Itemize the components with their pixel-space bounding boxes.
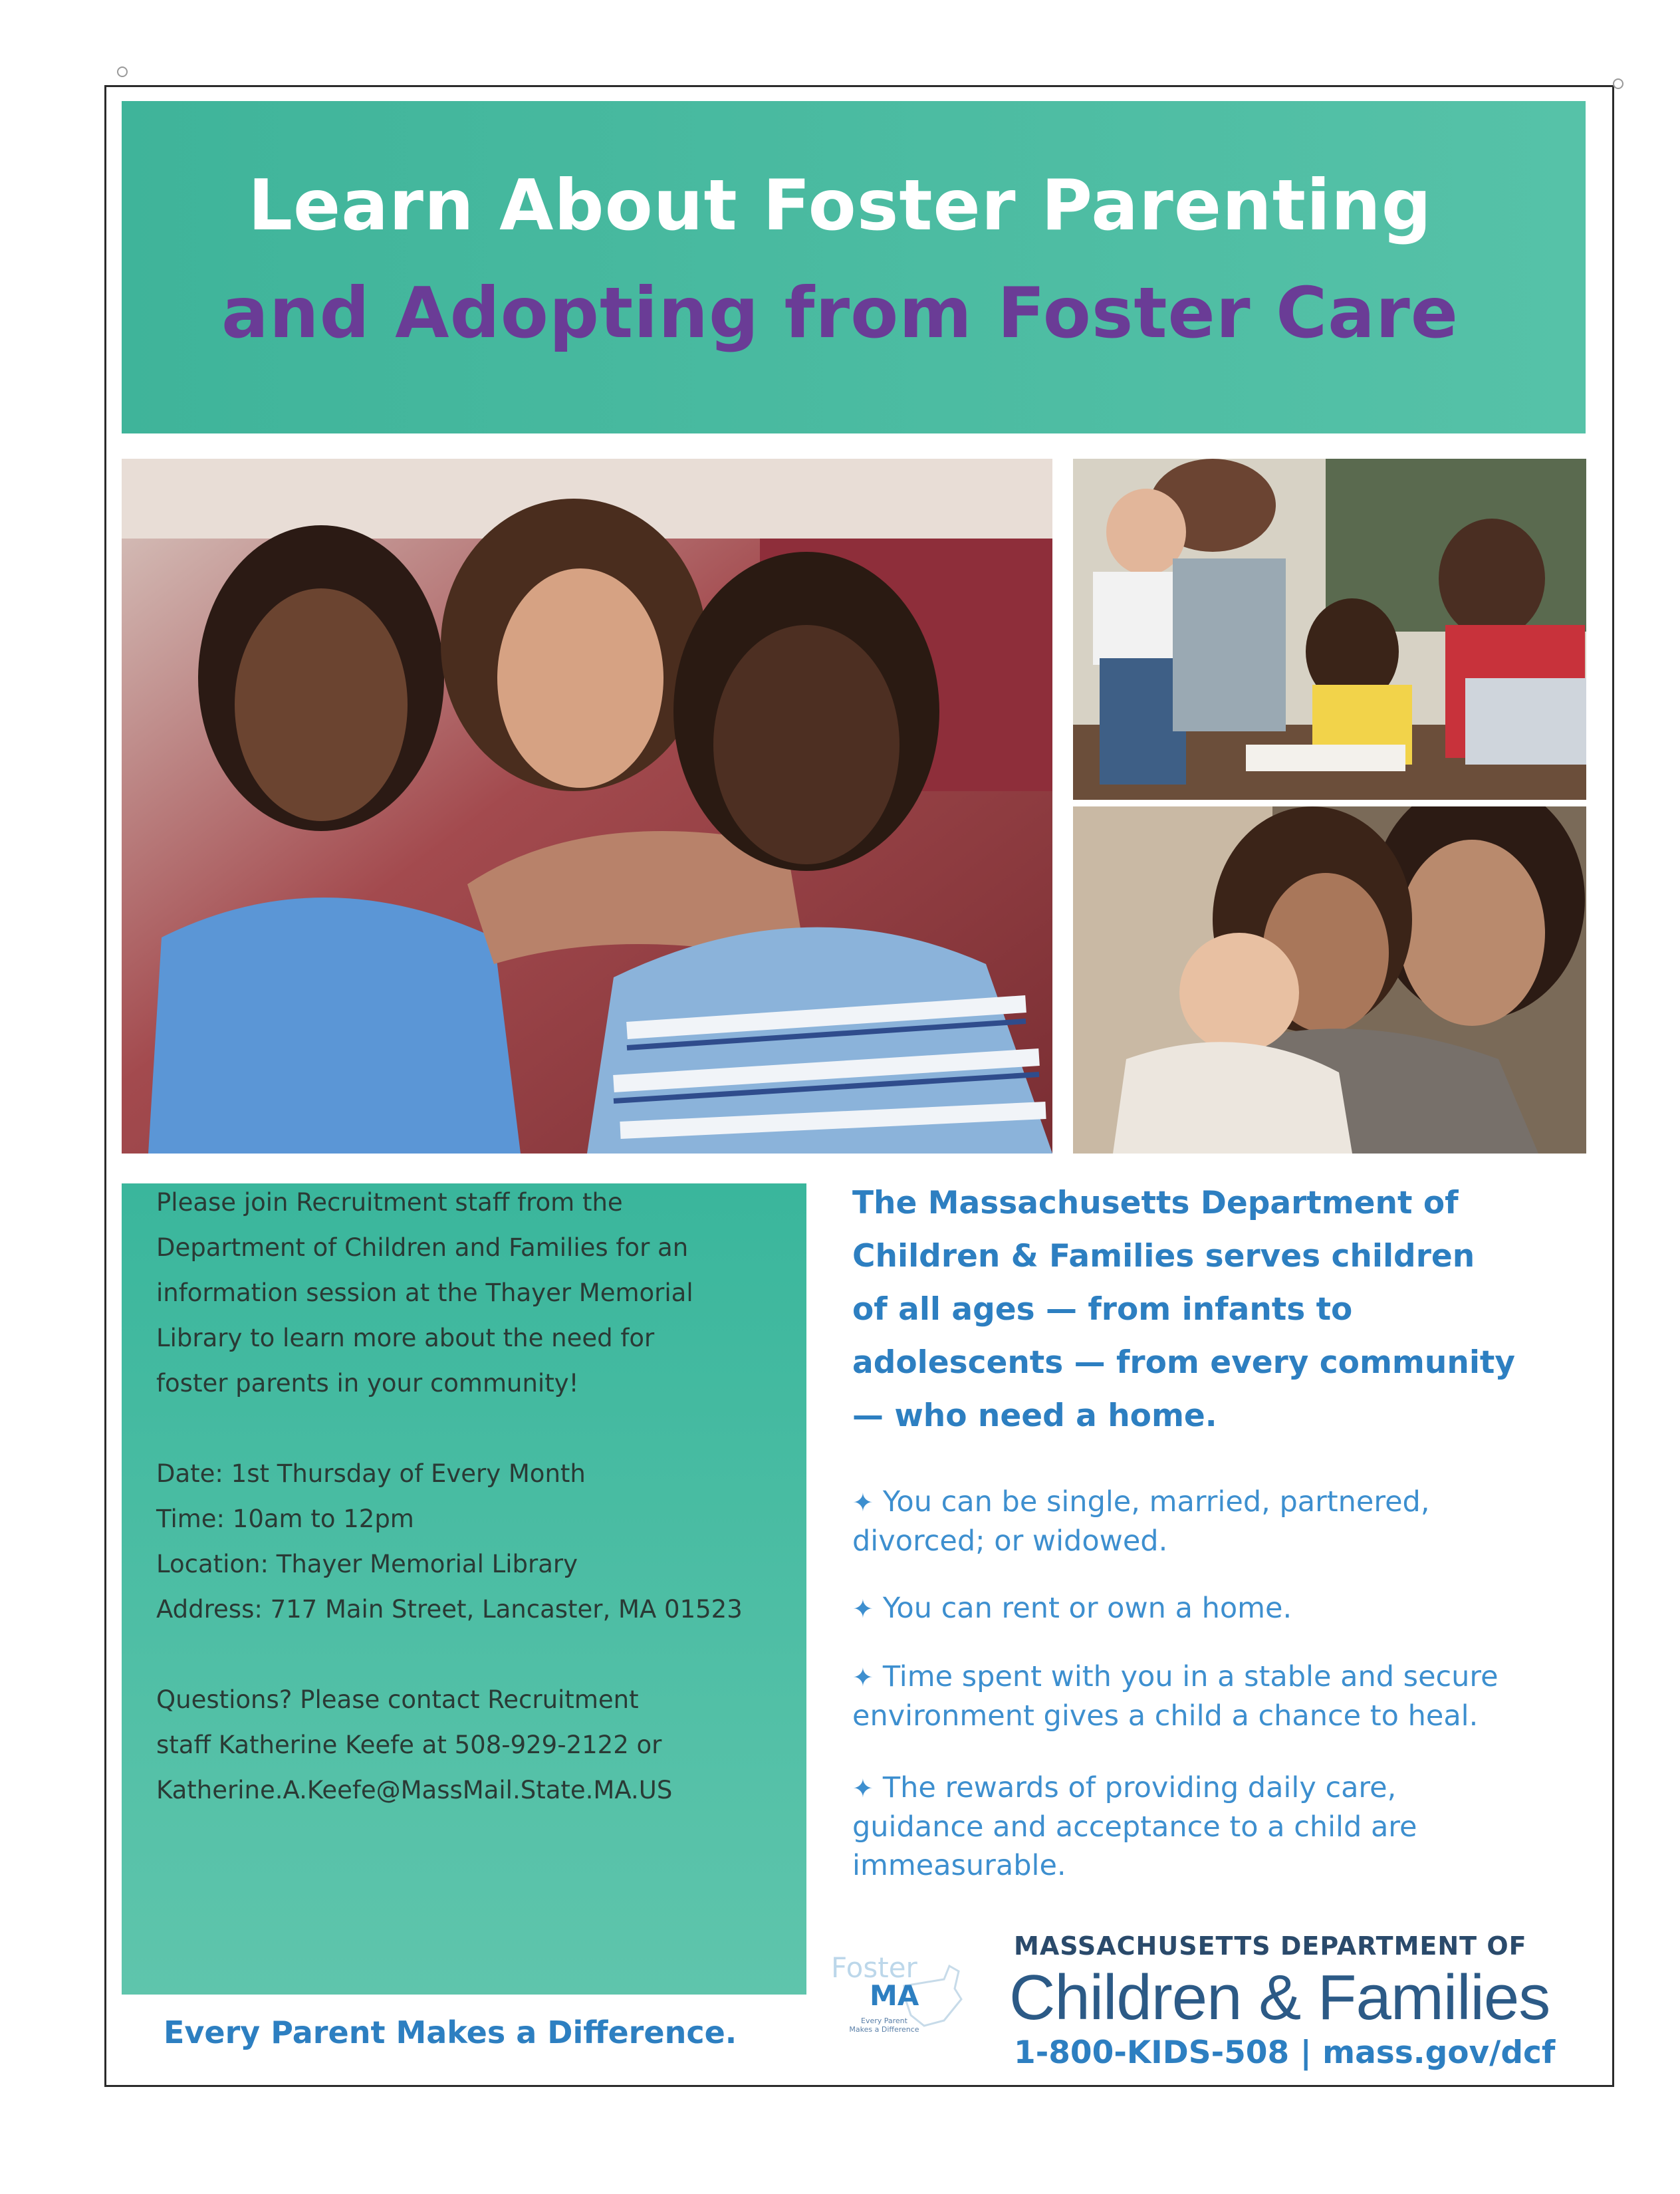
star-bullet-icon: ✦ <box>852 1488 874 1517</box>
bullet-text: environment gives a child a chance to heal. <box>852 1699 1479 1733</box>
intro-line: Library to learn more about the need for <box>156 1324 655 1352</box>
foster-ma-ma: MA <box>870 1979 919 2012</box>
lead-line: adolescents — from every community <box>852 1344 1516 1381</box>
scan-mark <box>1613 78 1623 89</box>
photo-three-smiling-women <box>122 459 1052 1154</box>
foster-ma-foster: Foster <box>831 1951 917 1984</box>
foster-ma-tagline: Every Parent Makes a Difference <box>849 2016 919 2034</box>
event-address: Address: 717 Main Street, Lancaster, MA 01523 <box>156 1595 743 1624</box>
photo-parents-with-baby <box>1073 806 1586 1154</box>
header-banner <box>122 101 1586 433</box>
scan-mark <box>117 66 128 77</box>
dcf-department-label: MASSACHUSETTS DEPARTMENT OF <box>1014 1931 1527 1961</box>
bullet-item <box>852 1657 1604 1735</box>
dcf-contact[interactable]: 1-800-KIDS-508 | mass.gov/dcf <box>1014 2034 1556 2071</box>
star-bullet-icon: ✦ <box>852 1663 874 1692</box>
lead-line: of all ages — from infants to <box>852 1291 1353 1328</box>
contact-line: staff Katherine Keefe at 508-929-2122 or <box>156 1731 662 1759</box>
photo-family-homework <box>1073 459 1586 800</box>
lead-line: The Massachusetts Department of <box>852 1185 1459 1221</box>
event-time: Time: 10am to 12pm <box>156 1505 414 1533</box>
bullet-text: immeasurable. <box>852 1849 1066 1882</box>
contact-line: Questions? Please contact Recruitment <box>156 1685 639 1714</box>
bullet-text: The rewards of providing daily care, <box>882 1771 1397 1804</box>
title-line-2: and Adopting from Foster Care <box>221 273 1459 354</box>
event-date: Date: 1st Thursday of Every Month <box>156 1459 586 1488</box>
event-location: Location: Thayer Memorial Library <box>156 1550 578 1578</box>
intro-line: Please join Recruitment staff from the <box>156 1188 623 1217</box>
lead-line: — who need a home. <box>852 1398 1217 1434</box>
intro-line: foster parents in your community! <box>156 1369 579 1398</box>
bullet-item <box>852 1483 1604 1560</box>
contact-email[interactable]: Katherine.A.Keefe@MassMail.State.MA.US <box>156 1776 673 1804</box>
event-details <box>156 1451 794 1632</box>
bullet-text: You can be single, married, partnered, <box>882 1485 1430 1519</box>
contact-info <box>156 1677 794 1813</box>
lead-line: Children & Families serves children <box>852 1238 1475 1275</box>
foster-ma-logo <box>831 1951 964 2038</box>
bullet-text: guidance and acceptance to a child are <box>852 1810 1417 1844</box>
title-line-1: Learn About Foster Parenting <box>248 165 1432 246</box>
bullet-text: divorced; or widowed. <box>852 1524 1168 1558</box>
star-bullet-icon: ✦ <box>852 1594 874 1624</box>
bullet-item <box>852 1768 1604 1885</box>
event-intro <box>156 1180 794 1406</box>
intro-line: information session at the Thayer Memorial <box>156 1279 693 1307</box>
dcf-lead-statement <box>852 1177 1604 1443</box>
tagline: Every Parent Makes a Difference. <box>164 2014 737 2050</box>
bullet-text: Time spent with you in a stable and secure <box>882 1660 1499 1693</box>
star-bullet-icon: ✦ <box>852 1774 874 1803</box>
dcf-logo-name: Children & Families <box>1009 1962 1550 2033</box>
bullet-text: You can rent or own a home. <box>882 1592 1292 1625</box>
bullet-item <box>852 1589 1604 1628</box>
intro-line: Department of Children and Families for an <box>156 1233 689 1262</box>
